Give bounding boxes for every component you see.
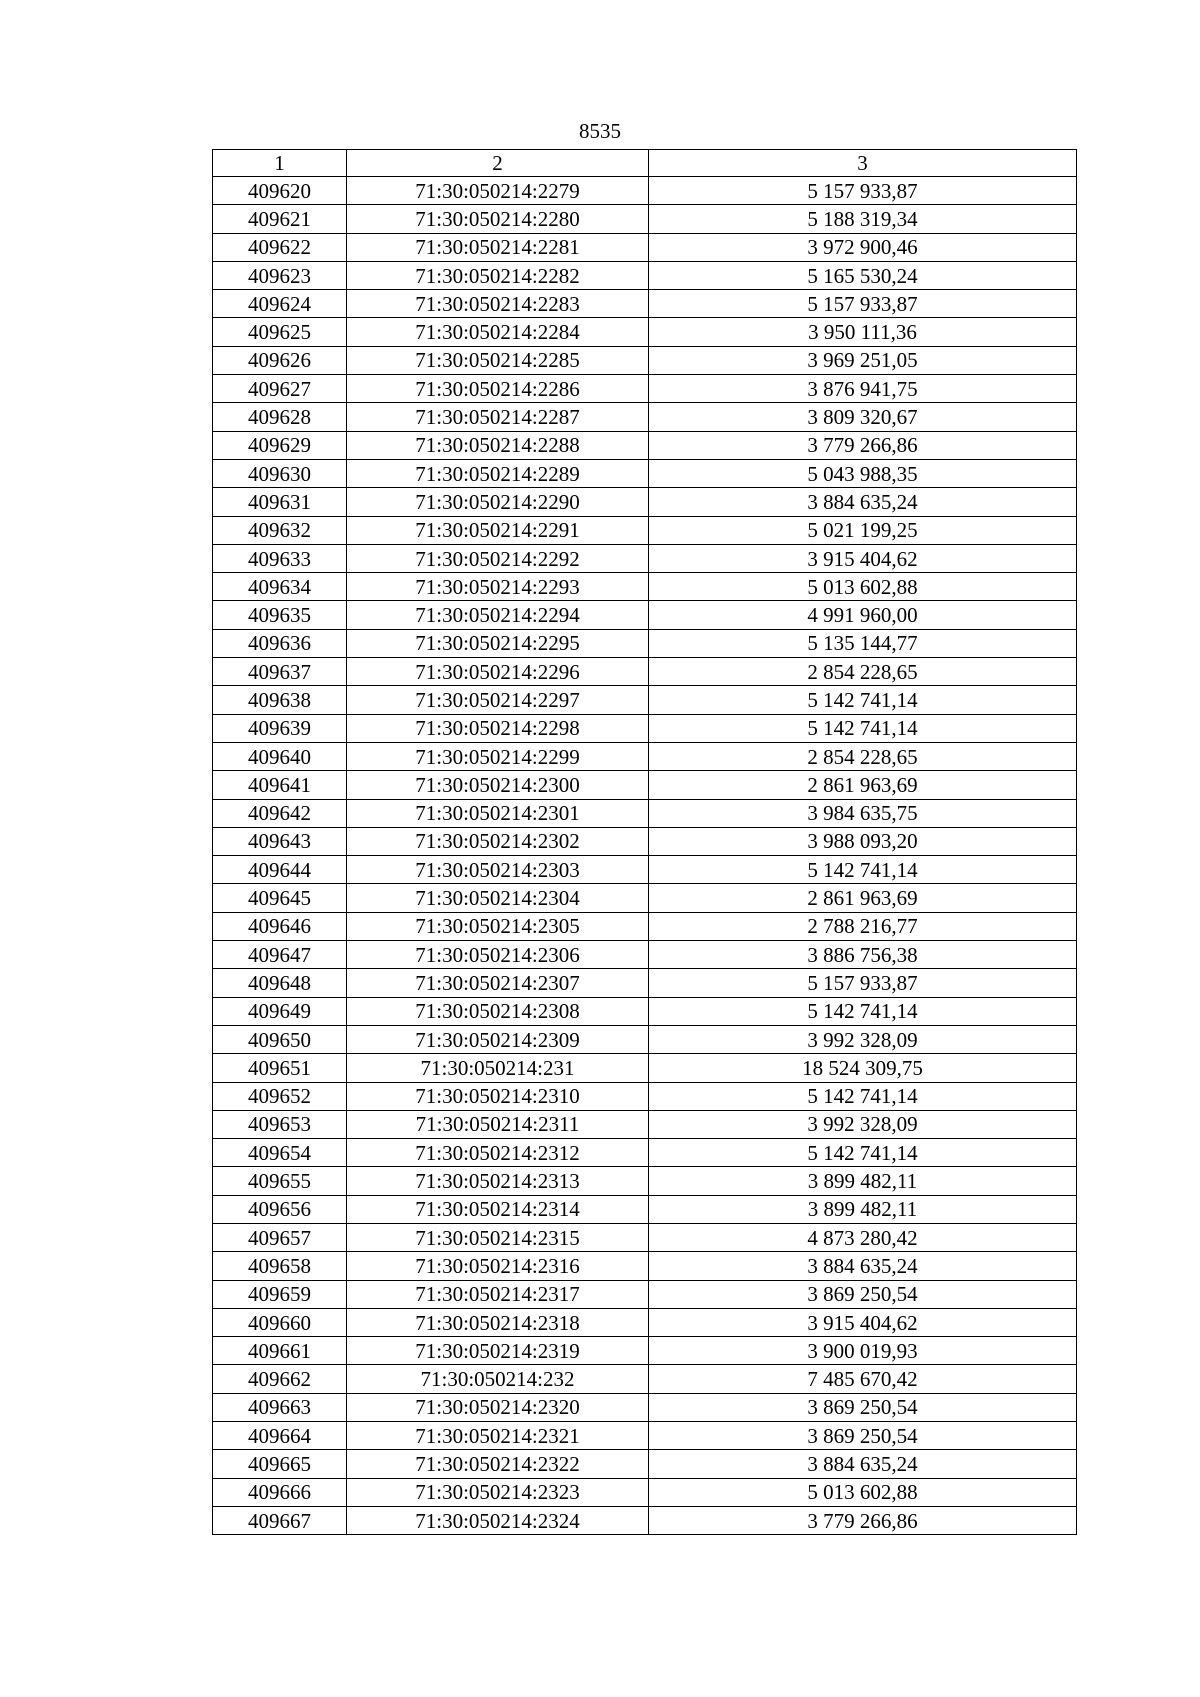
table-row	[213, 488, 1077, 516]
table-row	[213, 658, 1077, 686]
row-number-cell: 409644	[213, 856, 347, 884]
row-number-cell: 409660	[213, 1308, 347, 1336]
cadastral-number-cell: 71:30:050214:2323	[347, 1478, 649, 1506]
cadastral-number-cell: 71:30:050214:2279	[347, 177, 649, 205]
cadastral-value-cell: 2 861 963,69	[649, 884, 1077, 912]
cadastral-number-cell: 71:30:050214:2309	[347, 1025, 649, 1053]
table-row	[213, 1450, 1077, 1478]
row-number-cell: 409636	[213, 629, 347, 657]
cadastral-number-cell: 71:30:050214:2305	[347, 912, 649, 940]
cadastral-number-cell: 71:30:050214:2318	[347, 1308, 649, 1336]
cadastral-value-cell: 5 021 199,25	[649, 516, 1077, 544]
table-row	[213, 261, 1077, 289]
cadastral-number-cell: 71:30:050214:2285	[347, 346, 649, 374]
row-number-cell: 409623	[213, 261, 347, 289]
cadastral-number-cell: 71:30:050214:2324	[347, 1506, 649, 1534]
cadastral-value-cell: 3 779 266,86	[649, 431, 1077, 459]
cadastral-number-cell: 71:30:050214:2315	[347, 1223, 649, 1251]
row-number-cell: 409624	[213, 290, 347, 318]
row-number-cell: 409635	[213, 601, 347, 629]
table-row	[213, 177, 1077, 205]
cadastral-value-cell: 3 972 900,46	[649, 233, 1077, 261]
cadastral-number-cell: 71:30:050214:2321	[347, 1422, 649, 1450]
cadastral-number-cell: 71:30:050214:2308	[347, 997, 649, 1025]
row-number-cell: 409651	[213, 1054, 347, 1082]
cadastral-value-cell: 5 165 530,24	[649, 261, 1077, 289]
table-row	[213, 1506, 1077, 1534]
cadastral-value-cell: 5 043 988,35	[649, 459, 1077, 487]
cadastral-value-cell: 3 809 320,67	[649, 403, 1077, 431]
cadastral-number-cell: 71:30:050214:2298	[347, 714, 649, 742]
row-number-cell: 409667	[213, 1506, 347, 1534]
table-row	[213, 403, 1077, 431]
table-row	[213, 912, 1077, 940]
table-body	[213, 177, 1077, 1535]
cadastral-value-cell: 5 142 741,14	[649, 1139, 1077, 1167]
table-row	[213, 1082, 1077, 1110]
row-number-cell: 409666	[213, 1478, 347, 1506]
table-row	[213, 1252, 1077, 1280]
cadastral-value-cell: 3 884 635,24	[649, 1252, 1077, 1280]
cadastral-number-cell: 71:30:050214:2319	[347, 1337, 649, 1365]
cadastral-number-cell: 71:30:050214:2282	[347, 261, 649, 289]
cadastral-value-cell: 3 884 635,24	[649, 488, 1077, 516]
cadastral-number-cell: 71:30:050214:232	[347, 1365, 649, 1393]
cadastral-value-cell: 5 142 741,14	[649, 997, 1077, 1025]
table-row	[213, 1195, 1077, 1223]
table-row	[213, 1110, 1077, 1138]
column-header-cadastral-value: 3	[649, 150, 1077, 177]
cadastral-number-cell: 71:30:050214:2288	[347, 431, 649, 459]
table-row	[213, 1308, 1077, 1336]
table-row	[213, 1422, 1077, 1450]
cadastral-value-cell: 5 157 933,87	[649, 290, 1077, 318]
table-row	[213, 969, 1077, 997]
row-number-cell: 409622	[213, 233, 347, 261]
cadastral-number-cell: 71:30:050214:2294	[347, 601, 649, 629]
cadastral-number-cell: 71:30:050214:2295	[347, 629, 649, 657]
row-number-cell: 409638	[213, 686, 347, 714]
row-number-cell: 409652	[213, 1082, 347, 1110]
row-number-cell: 409663	[213, 1393, 347, 1421]
cadastral-number-cell: 71:30:050214:2316	[347, 1252, 649, 1280]
table-row	[213, 941, 1077, 969]
cadastral-number-cell: 71:30:050214:2290	[347, 488, 649, 516]
cadastral-value-cell: 2 788 216,77	[649, 912, 1077, 940]
row-number-cell: 409649	[213, 997, 347, 1025]
row-number-cell: 409632	[213, 516, 347, 544]
cadastral-number-cell: 71:30:050214:2311	[347, 1110, 649, 1138]
cadastral-number-cell: 71:30:050214:2301	[347, 799, 649, 827]
row-number-cell: 409628	[213, 403, 347, 431]
table-row	[213, 1280, 1077, 1308]
cadastral-value-cell: 3 899 482,11	[649, 1167, 1077, 1195]
column-header-cadastral-number: 2	[347, 150, 649, 177]
cadastral-value-cell: 5 142 741,14	[649, 1082, 1077, 1110]
row-number-cell: 409662	[213, 1365, 347, 1393]
row-number-cell: 409661	[213, 1337, 347, 1365]
cadastral-value-cell: 5 013 602,88	[649, 573, 1077, 601]
cadastral-value-cell: 3 869 250,54	[649, 1393, 1077, 1421]
table-row	[213, 290, 1077, 318]
cadastral-number-cell: 71:30:050214:2317	[347, 1280, 649, 1308]
row-number-cell: 409656	[213, 1195, 347, 1223]
table-row	[213, 375, 1077, 403]
cadastral-value-cell: 3 876 941,75	[649, 375, 1077, 403]
cadastral-value-cell: 5 142 741,14	[649, 714, 1077, 742]
cadastral-value-cell: 5 157 933,87	[649, 969, 1077, 997]
table-row	[213, 1337, 1077, 1365]
table-row	[213, 997, 1077, 1025]
cadastral-number-cell: 71:30:050214:2310	[347, 1082, 649, 1110]
row-number-cell: 409626	[213, 346, 347, 374]
table-row	[213, 573, 1077, 601]
row-number-cell: 409621	[213, 205, 347, 233]
table-row	[213, 544, 1077, 572]
table-row	[213, 346, 1077, 374]
cadastral-value-cell: 3 950 111,36	[649, 318, 1077, 346]
cadastral-value-cell: 3 992 328,09	[649, 1025, 1077, 1053]
cadastral-number-cell: 71:30:050214:2293	[347, 573, 649, 601]
cadastral-value-cell: 2 854 228,65	[649, 742, 1077, 770]
row-number-cell: 409659	[213, 1280, 347, 1308]
row-number-cell: 409642	[213, 799, 347, 827]
cadastral-value-cell: 5 142 741,14	[649, 686, 1077, 714]
page-number: 8535	[579, 119, 621, 143]
cadastral-value-cell: 3 886 756,38	[649, 941, 1077, 969]
row-number-cell: 409641	[213, 771, 347, 799]
table-row	[213, 827, 1077, 855]
table-row	[213, 516, 1077, 544]
table-row	[213, 1054, 1077, 1082]
cadastral-value-cell: 3 915 404,62	[649, 1308, 1077, 1336]
row-number-cell: 409647	[213, 941, 347, 969]
row-number-cell: 409655	[213, 1167, 347, 1195]
row-number-cell: 409657	[213, 1223, 347, 1251]
cadastral-number-cell: 71:30:050214:2281	[347, 233, 649, 261]
table-row	[213, 601, 1077, 629]
cadastral-number-cell: 71:30:050214:2312	[347, 1139, 649, 1167]
cadastral-value-cell: 7 485 670,42	[649, 1365, 1077, 1393]
table-row	[213, 233, 1077, 261]
cadastral-value-table	[212, 149, 1077, 1535]
cadastral-value-cell: 3 869 250,54	[649, 1422, 1077, 1450]
cadastral-value-cell: 3 869 250,54	[649, 1280, 1077, 1308]
table-row	[213, 686, 1077, 714]
row-number-cell: 409633	[213, 544, 347, 572]
row-number-cell: 409625	[213, 318, 347, 346]
cadastral-number-cell: 71:30:050214:2307	[347, 969, 649, 997]
table-row	[213, 1139, 1077, 1167]
cadastral-value-cell: 3 900 019,93	[649, 1337, 1077, 1365]
table-row	[213, 771, 1077, 799]
cadastral-number-cell: 71:30:050214:2289	[347, 459, 649, 487]
cadastral-number-cell: 71:30:050214:2280	[347, 205, 649, 233]
table-row	[213, 431, 1077, 459]
cadastral-value-cell: 3 984 635,75	[649, 799, 1077, 827]
cadastral-value-cell: 3 992 328,09	[649, 1110, 1077, 1138]
row-number-cell: 409665	[213, 1450, 347, 1478]
cadastral-number-cell: 71:30:050214:2306	[347, 941, 649, 969]
cadastral-value-cell: 2 854 228,65	[649, 658, 1077, 686]
table-row	[213, 714, 1077, 742]
row-number-cell: 409640	[213, 742, 347, 770]
table-row	[213, 856, 1077, 884]
cadastral-value-cell: 2 861 963,69	[649, 771, 1077, 799]
row-number-cell: 409658	[213, 1252, 347, 1280]
cadastral-value-cell: 5 013 602,88	[649, 1478, 1077, 1506]
table-row	[213, 318, 1077, 346]
cadastral-value-cell: 3 899 482,11	[649, 1195, 1077, 1223]
row-number-cell: 409620	[213, 177, 347, 205]
cadastral-number-cell: 71:30:050214:2303	[347, 856, 649, 884]
table-row	[213, 1393, 1077, 1421]
cadastral-value-cell: 5 157 933,87	[649, 177, 1077, 205]
cadastral-value-cell: 3 779 266,86	[649, 1506, 1077, 1534]
cadastral-value-cell: 4 991 960,00	[649, 601, 1077, 629]
cadastral-value-cell: 5 188 319,34	[649, 205, 1077, 233]
cadastral-number-cell: 71:30:050214:2320	[347, 1393, 649, 1421]
table-row	[213, 884, 1077, 912]
row-number-cell: 409637	[213, 658, 347, 686]
cadastral-number-cell: 71:30:050214:2284	[347, 318, 649, 346]
cadastral-number-cell: 71:30:050214:2302	[347, 827, 649, 855]
row-number-cell: 409627	[213, 375, 347, 403]
row-number-cell: 409643	[213, 827, 347, 855]
row-number-cell: 409646	[213, 912, 347, 940]
row-number-cell: 409653	[213, 1110, 347, 1138]
cadastral-value-cell: 3 884 635,24	[649, 1450, 1077, 1478]
cadastral-number-cell: 71:30:050214:2322	[347, 1450, 649, 1478]
table-row	[213, 1025, 1077, 1053]
cadastral-number-cell: 71:30:050214:2287	[347, 403, 649, 431]
cadastral-number-cell: 71:30:050214:2291	[347, 516, 649, 544]
cadastral-number-cell: 71:30:050214:2300	[347, 771, 649, 799]
cadastral-number-cell: 71:30:050214:2299	[347, 742, 649, 770]
row-number-cell: 409650	[213, 1025, 347, 1053]
column-header-number: 1	[213, 150, 347, 177]
row-number-cell: 409631	[213, 488, 347, 516]
cadastral-value-cell: 18 524 309,75	[649, 1054, 1077, 1082]
row-number-cell: 409639	[213, 714, 347, 742]
row-number-cell: 409634	[213, 573, 347, 601]
table-row	[213, 1167, 1077, 1195]
row-number-cell: 409654	[213, 1139, 347, 1167]
table-row	[213, 629, 1077, 657]
table-row	[213, 459, 1077, 487]
cadastral-value-cell: 5 142 741,14	[649, 856, 1077, 884]
cadastral-number-cell: 71:30:050214:2304	[347, 884, 649, 912]
table-header-row	[213, 150, 1077, 177]
row-number-cell: 409664	[213, 1422, 347, 1450]
table-row	[213, 1223, 1077, 1251]
table-row	[213, 1478, 1077, 1506]
cadastral-number-cell: 71:30:050214:2286	[347, 375, 649, 403]
cadastral-number-cell: 71:30:050214:2283	[347, 290, 649, 318]
cadastral-number-cell: 71:30:050214:2296	[347, 658, 649, 686]
row-number-cell: 409645	[213, 884, 347, 912]
cadastral-value-cell: 4 873 280,42	[649, 1223, 1077, 1251]
cadastral-number-cell: 71:30:050214:2292	[347, 544, 649, 572]
cadastral-value-cell: 3 969 251,05	[649, 346, 1077, 374]
cadastral-number-cell: 71:30:050214:2297	[347, 686, 649, 714]
row-number-cell: 409630	[213, 459, 347, 487]
cadastral-number-cell: 71:30:050214:2313	[347, 1167, 649, 1195]
cadastral-number-cell: 71:30:050214:2314	[347, 1195, 649, 1223]
cadastral-number-cell: 71:30:050214:231	[347, 1054, 649, 1082]
row-number-cell: 409648	[213, 969, 347, 997]
row-number-cell: 409629	[213, 431, 347, 459]
table-row	[213, 205, 1077, 233]
cadastral-value-cell: 3 915 404,62	[649, 544, 1077, 572]
cadastral-value-cell: 5 135 144,77	[649, 629, 1077, 657]
table-row	[213, 742, 1077, 770]
cadastral-value-cell: 3 988 093,20	[649, 827, 1077, 855]
table-row	[213, 1365, 1077, 1393]
table-row	[213, 799, 1077, 827]
